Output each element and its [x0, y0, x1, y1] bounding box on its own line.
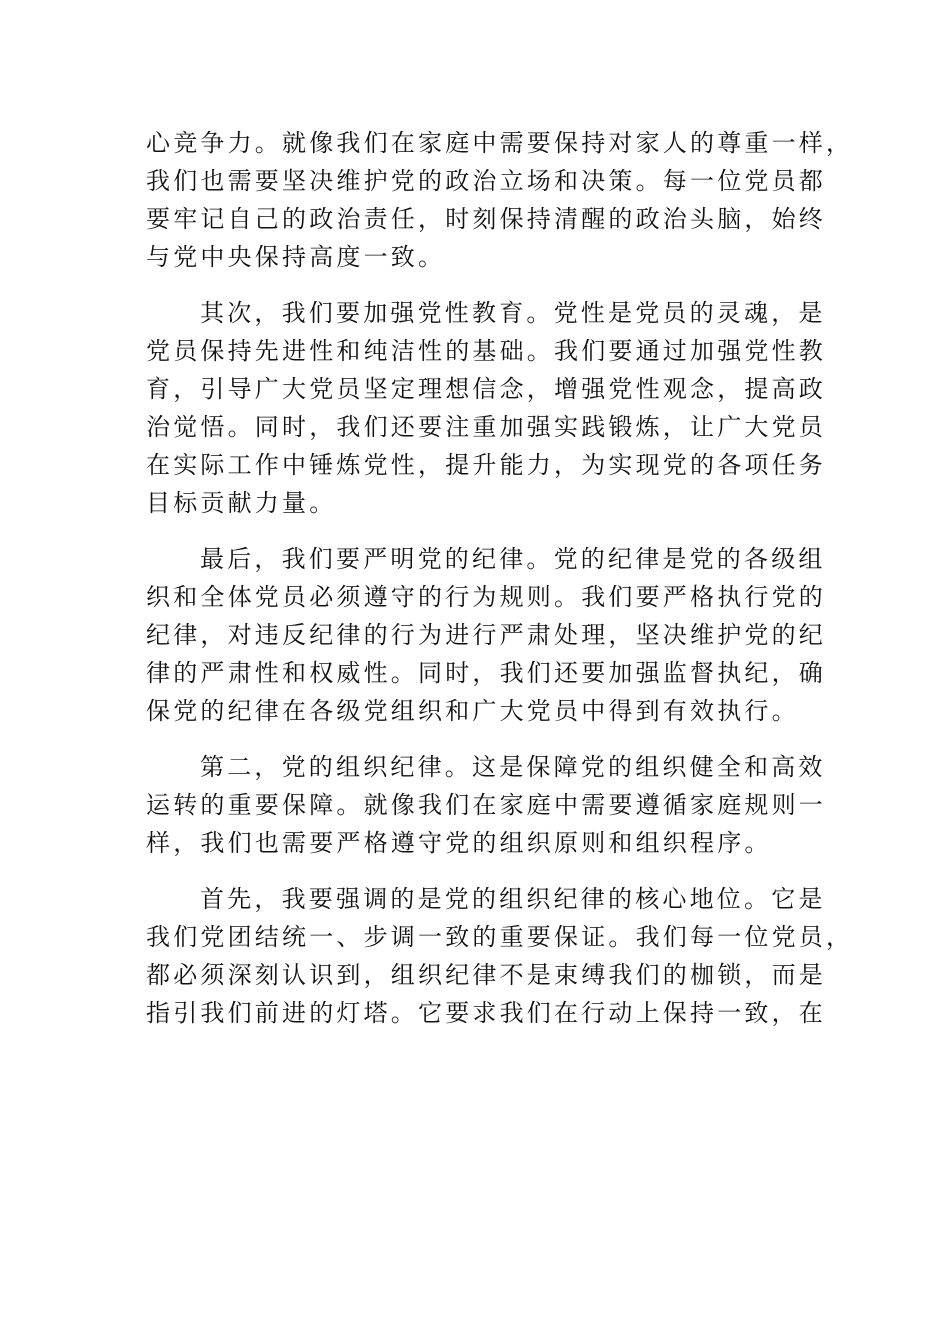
text-line: 要牢记自己的政治责任，时刻保持清醒的政治头脑，始终: [146, 205, 826, 233]
text-line: 党员保持先进性和纯洁性的基础。我们要通过加强党性教: [146, 337, 826, 365]
document-body: [146, 124, 854, 1032]
text-line: 运转的重要保障。就像我们在家庭中需要遵循家庭规则一: [146, 791, 826, 819]
text-line: 样，我们也需要严格遵守党的组织原则和组织程序。: [146, 829, 772, 857]
text-line: 律的严肃性和权威性。同时，我们还要加强监督执纪，确: [146, 659, 826, 687]
text-line: 首先，我要强调的是党的组织纪律的核心地位。它是: [200, 885, 826, 913]
text-line: 第二，党的组织纪律。这是保障党的组织健全和高效: [200, 753, 826, 781]
text-line: 最后，我们要严明党的纪律。党的纪律是党的各级组: [200, 545, 826, 573]
text-line: 育，引导广大党员坚定理想信念，增强党性观念，提高政: [146, 375, 826, 403]
text-line: 心竞争力。就像我们在家庭中需要保持对家人的尊重一样，: [146, 129, 854, 157]
text-line: 我们党团结统一、步调一致的重要保证。我们每一位党员，: [146, 923, 854, 951]
text-line: 纪律，对违反纪律的行为进行严肃处理，坚决维护党的纪: [146, 621, 826, 649]
text-line: 治觉悟。同时，我们还要注重加强实践锻炼，让广大党员: [146, 413, 826, 441]
text-line: 织和全体党员必须遵守的行为规则。我们要严格执行党的: [146, 583, 826, 611]
text-line: 都必须深刻认识到，组织纪律不是束缚我们的枷锁，而是: [146, 961, 826, 989]
text-line: 指引我们前进的灯塔。它要求我们在行动上保持一致，在: [146, 999, 826, 1027]
text-line: 其次，我们要加强党性教育。党性是党员的灵魂，是: [200, 299, 826, 327]
text-line: 与党中央保持高度一致。: [146, 243, 446, 271]
text-line: 保党的纪律在各级党组织和广大党员中得到有效执行。: [146, 697, 799, 725]
text-line: 目标贡献力量。: [146, 489, 337, 517]
text-line: 在实际工作中锤炼党性，提升能力，为实现党的各项任务: [146, 451, 826, 479]
text-line: 我们也需要坚决维护党的政治立场和决策。每一位党员都: [146, 167, 826, 195]
